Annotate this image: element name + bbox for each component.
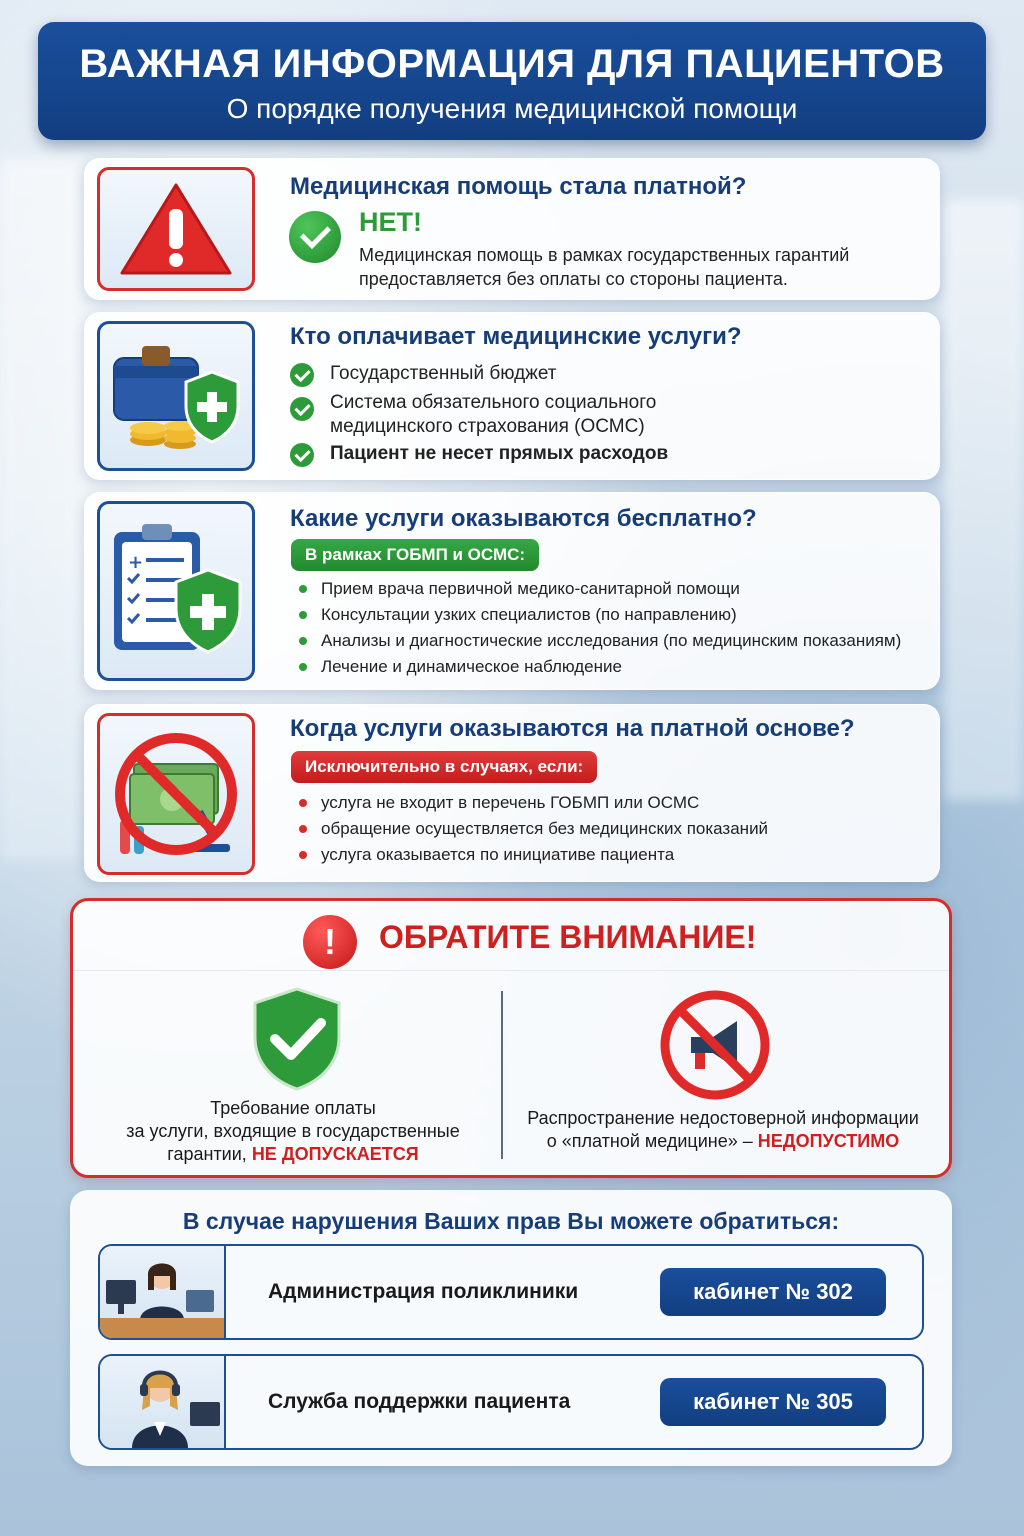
list-item — [299, 819, 768, 839]
avatar-box — [100, 1246, 226, 1338]
list-item — [290, 391, 656, 439]
cabinet-badge: кабинет № 302 — [660, 1268, 886, 1316]
bullet-dot — [299, 825, 307, 833]
list-item — [290, 443, 668, 467]
list-item-line: Система обязательного социального — [330, 392, 657, 413]
attention-emphasis: НЕДОПУСТИМО — [757, 1131, 900, 1151]
list-item-text: услуга оказывается по инициативе пациента — [321, 845, 675, 864]
attention-text-line: о «платной медицине» – — [546, 1131, 753, 1151]
no-money-icon — [106, 724, 246, 864]
section1-text — [359, 243, 849, 291]
bullet-dot — [299, 585, 307, 593]
attention-text-line: за услуги, входящие в государственные — [126, 1121, 460, 1141]
list-item — [299, 579, 740, 599]
free-badge: В рамках ГОБМП и ОСМС: — [291, 539, 539, 571]
check-circle-icon — [289, 211, 341, 263]
section-paid-question — [84, 158, 940, 300]
list-item-text: обращение осуществляется без медицинских показаний — [321, 819, 769, 838]
check-icon — [290, 397, 314, 421]
bullet-dot — [299, 637, 307, 645]
cabinet-badge: кабинет № 305 — [660, 1378, 886, 1426]
section3-title: Какие услуги оказываются бесплатно? — [290, 505, 757, 532]
bullet-dot — [299, 851, 307, 859]
warning-icon-box — [97, 167, 255, 291]
list-item-line: медицинского страхования (ОСМС) — [330, 416, 645, 437]
section4-title: Когда услуги оказываются на платной основе? — [290, 715, 855, 742]
attention-text-line: гарантии, — [167, 1144, 247, 1164]
exclamation-icon: ! — [303, 915, 357, 969]
wallet-shield-icon — [108, 336, 244, 456]
svg-text:+: + — [128, 552, 144, 573]
list-item-text — [330, 391, 656, 439]
bullet-dot — [299, 611, 307, 619]
bullet-dot — [299, 799, 307, 807]
clipboard-shield-icon — [106, 516, 246, 666]
page-header — [38, 22, 986, 140]
section2-title: Кто оплачивает медицинские услуги? — [290, 323, 742, 350]
list-item-text: Государственный бюджет — [330, 363, 557, 384]
attention-left-text — [103, 1097, 483, 1166]
attention-divider — [501, 991, 503, 1159]
check-icon — [290, 363, 314, 387]
list-item — [299, 845, 674, 865]
avatar-box — [100, 1356, 226, 1448]
list-item-text: Анализы и диагностические исследования (по медицинским показаниям) — [321, 631, 902, 650]
support-operator-icon — [100, 1356, 226, 1448]
wallet-icon-box — [97, 321, 255, 471]
no-megaphone-icon — [659, 989, 771, 1101]
no-money-icon-box — [97, 713, 255, 875]
list-item-text: Консультации узких специалистов (по направлению) — [321, 605, 737, 624]
shield-check-icon — [249, 985, 345, 1091]
list-item — [299, 631, 901, 651]
contact-row-support — [98, 1354, 924, 1450]
contact-row-administration — [98, 1244, 924, 1340]
background-window — [0, 160, 80, 860]
check-icon — [290, 443, 314, 467]
list-item — [299, 605, 737, 625]
list-item — [299, 657, 622, 677]
attention-emphasis: НЕ ДОПУСКАЕТСЯ — [251, 1144, 419, 1164]
list-item-text: Пациент не несет прямых расходов — [330, 443, 669, 464]
attention-text-line: Требование оплаты — [210, 1098, 376, 1118]
clipboard-icon-box — [97, 501, 255, 681]
contact-label: Администрация поликлиники — [268, 1280, 579, 1303]
attention-right-text — [523, 1107, 923, 1153]
attention-header — [73, 901, 949, 971]
background-window — [944, 200, 1024, 800]
attention-panel — [70, 898, 952, 1178]
section-paid-services — [84, 704, 940, 882]
list-item-text: Прием врача первичной медико-санитарной помощи — [321, 579, 740, 598]
answer-no: НЕТ! — [359, 207, 422, 237]
exclusive-badge: Исключительно в случаях, если: — [291, 751, 597, 783]
section-who-pays — [84, 312, 940, 480]
page-subtitle: О порядке получения медицинской помощи — [226, 93, 798, 124]
page-title: ВАЖНАЯ ИНФОРМАЦИЯ ДЛЯ ПАЦИЕНТОВ — [79, 42, 945, 86]
section-free-services — [84, 492, 940, 690]
contacts-panel — [70, 1190, 952, 1466]
section1-text-line: предоставляется без оплаты со стороны пациента. — [359, 269, 788, 289]
bullet-dot — [299, 663, 307, 671]
contact-label: Служба поддержки пациента — [268, 1390, 571, 1413]
contacts-title: В случае нарушения Ваших прав Вы можете обратиться: — [182, 1208, 840, 1234]
list-item-text: услуга не входит в перечень ГОБМП или ОСМС — [321, 793, 700, 812]
list-item — [290, 363, 557, 387]
section1-title: Медицинская помощь стала платной? — [290, 173, 747, 200]
warning-triangle-icon — [116, 179, 236, 279]
attention-text-line: Распространение недостоверной информации — [527, 1108, 919, 1128]
attention-title: ОБРАТИТЕ ВНИМАНИЕ! — [379, 919, 757, 955]
receptionist-icon — [100, 1246, 226, 1338]
list-item — [299, 793, 699, 813]
section1-text-line: Медицинская помощь в рамках государственных гарантий — [359, 245, 850, 265]
list-item-text: Лечение и динамическое наблюдение — [321, 657, 622, 676]
